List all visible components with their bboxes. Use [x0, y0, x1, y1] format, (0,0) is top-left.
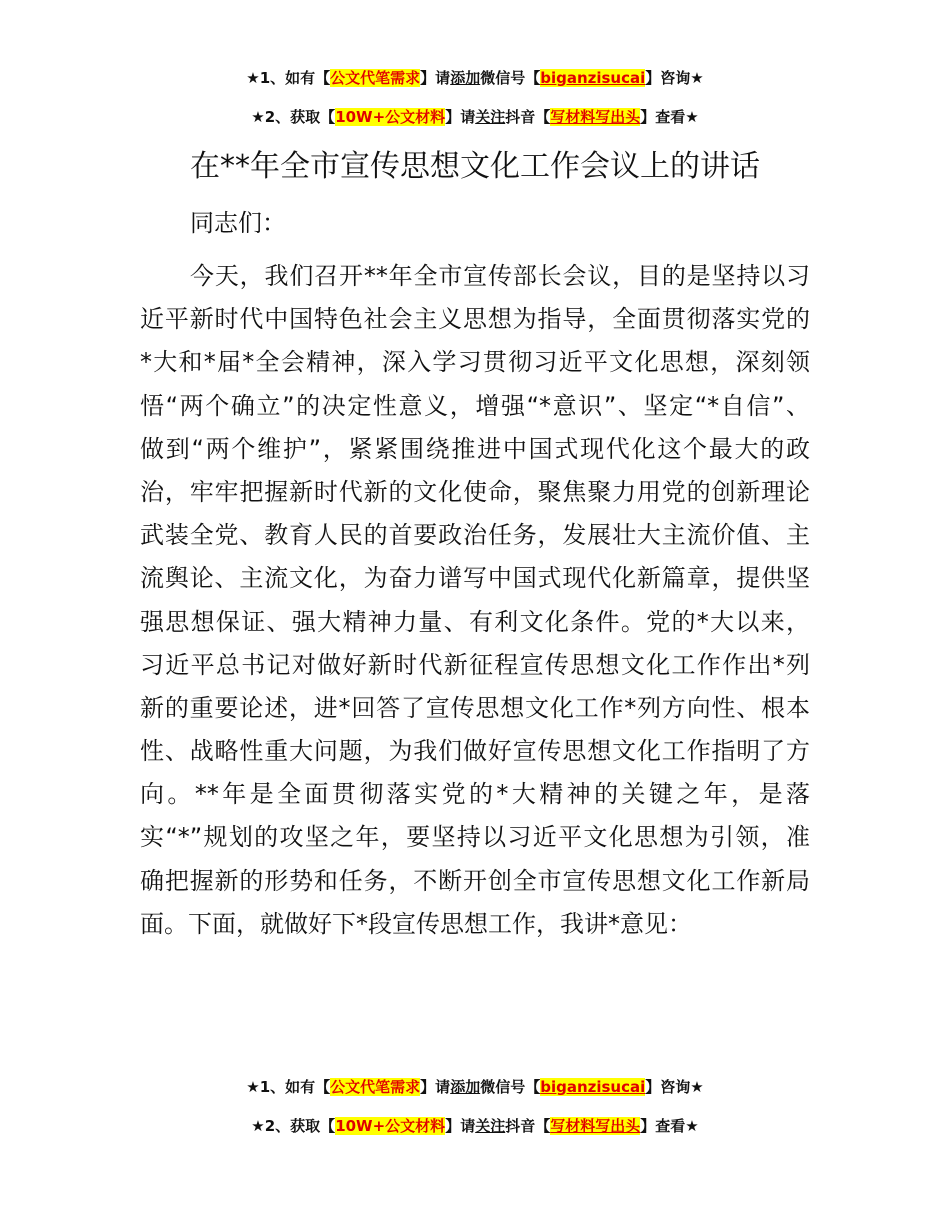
- banner-text: 】咨询★: [645, 69, 704, 87]
- paragraph-line: 今天，我们召开**年全市宣传部长会议，目的是坚持以习: [190, 262, 810, 290]
- salutation: 同志们：: [190, 209, 286, 237]
- top-banner-line-2: [0, 107, 950, 127]
- paragraph-line: 悟“两个确立”的决定性意义，增强“*意识”、坚定“*自信”、: [140, 391, 810, 420]
- banner-text: 微信号【: [480, 69, 541, 87]
- body-paragraph: [140, 255, 810, 946]
- banner-text: ★2、获取【: [251, 108, 336, 126]
- top-banner-line-1: [0, 68, 950, 88]
- wechat-id: biganzisucai: [540, 1078, 646, 1096]
- banner-text: ★1、如有【: [246, 69, 331, 87]
- banner-text: 】查看★: [640, 108, 699, 126]
- highlighted-text: 公文代笔需求: [330, 1078, 421, 1096]
- douyin-account: 写材料写出头: [550, 1117, 641, 1135]
- underlined-text: 添加: [450, 1078, 481, 1096]
- paragraph-line: *大和*届*全会精神，深入学习贯彻习近平文化思想，深刻领: [140, 348, 810, 377]
- paragraph-line: 面。下面，就做好下*段宣传思想工作，我讲*意见：: [140, 909, 692, 938]
- paragraph-line: 做到“两个维护”，紧紧围绕推进中国式现代化这个最大的政: [140, 434, 810, 463]
- douyin-account: 写材料写出头: [550, 108, 641, 126]
- banner-text: 抖音【: [505, 108, 551, 126]
- underlined-text: 添加: [450, 69, 481, 87]
- paragraph-line: 武装全党、教育人民的首要政治任务，发展壮大主流价值、主: [140, 521, 810, 550]
- highlighted-text: 10W+公文材料: [335, 1117, 446, 1135]
- banner-text: 抖音【: [505, 1117, 551, 1135]
- banner-text: 】查看★: [640, 1117, 699, 1135]
- bottom-banner-line-1: [0, 1077, 950, 1097]
- paragraph-line: 性、战略性重大问题，为我们做好宣传思想文化工作指明了方: [140, 737, 810, 766]
- banner-text: 】请: [420, 1078, 451, 1096]
- paragraph-line: 习近平总书记对做好新时代新征程宣传思想文化工作作出*列: [140, 650, 810, 679]
- paragraph-line: 流舆论、主流文化，为奋力谱写中国式现代化新篇章，提供坚: [140, 564, 810, 593]
- paragraph-line: 强思想保证、强大精神力量、有利文化条件。党的*大以来，: [140, 607, 810, 636]
- paragraph-line: 治，牢牢把握新时代新的文化使命，聚焦聚力用党的创新理论: [140, 477, 810, 506]
- banner-text: 】咨询★: [645, 1078, 704, 1096]
- banner-text: ★1、如有【: [246, 1078, 331, 1096]
- highlighted-text: 10W+公文材料: [335, 108, 446, 126]
- wechat-id: biganzisucai: [540, 69, 646, 87]
- banner-text: ★2、获取【: [251, 1117, 336, 1135]
- banner-text: 微信号【: [480, 1078, 541, 1096]
- underlined-text: 关注: [475, 108, 506, 126]
- banner-text: 】请: [420, 69, 451, 87]
- paragraph-line: 确把握新的形势和任务，不断开创全市宣传思想文化工作新局: [140, 866, 810, 895]
- banner-text: 】请: [445, 1117, 476, 1135]
- paragraph-line: 新的重要论述，进*回答了宣传思想文化工作*列方向性、根本: [140, 693, 810, 722]
- banner-text: 】请: [445, 108, 476, 126]
- bottom-banner-line-2: [0, 1116, 950, 1136]
- highlighted-text: 公文代笔需求: [330, 69, 421, 87]
- paragraph-line: 实“*”规划的攻坚之年，要坚持以习近平文化思想为引领，准: [140, 823, 810, 852]
- paragraph-line: 向。**年是全面贯彻落实党的*大精神的关键之年，是落: [140, 780, 810, 809]
- document-title: 在**年全市宣传思想文化工作会议上的讲话: [190, 149, 760, 184]
- underlined-text: 关注: [475, 1117, 506, 1135]
- paragraph-line: 近平新时代中国特色社会主义思想为指导，全面贯彻落实党的: [140, 305, 810, 334]
